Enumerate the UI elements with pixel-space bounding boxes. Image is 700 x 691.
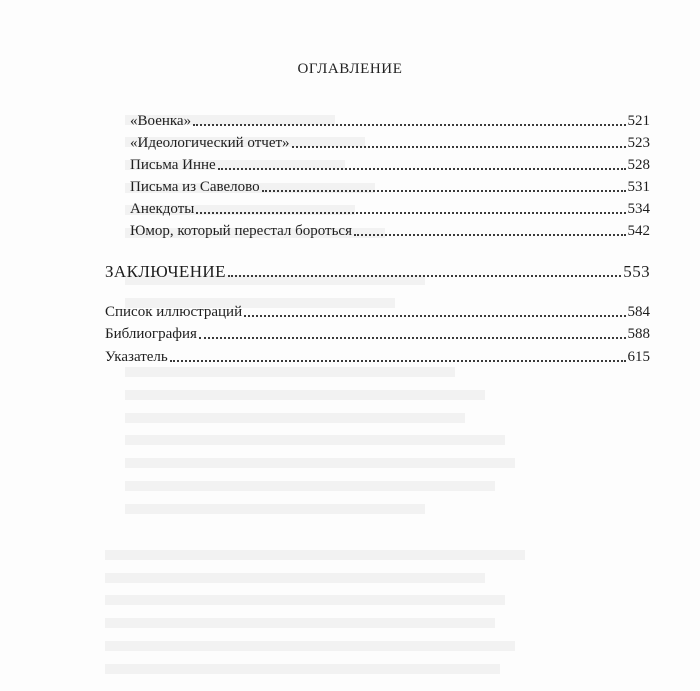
toc-entry[interactable]	[105, 324, 650, 344]
dot-leader	[170, 359, 626, 362]
toc-entry-page: 528	[627, 157, 650, 173]
toc-entry-label: Указатель	[105, 349, 168, 365]
toc-entry[interactable]	[105, 302, 650, 322]
toc-entry[interactable]	[130, 199, 650, 219]
dot-leader	[228, 274, 621, 277]
toc-entry-page: 615	[627, 349, 650, 365]
toc-entry-label: Юмор, который перестал бороться	[130, 223, 352, 239]
dot-leader	[262, 189, 626, 192]
dot-leader	[196, 211, 625, 214]
dot-leader	[218, 167, 626, 170]
page-title: ОГЛАВЛЕНИЕ	[297, 61, 403, 77]
toc-entry-page: 542	[627, 223, 650, 239]
toc-entry[interactable]	[130, 221, 650, 241]
toc-entry-label: «Идеологический отчет»	[130, 135, 290, 151]
dot-leader	[193, 123, 625, 126]
toc-chapter-label: ЗАКЛЮЧЕНИЕ	[105, 262, 226, 281]
toc-entry-label: Письма из Савелово	[130, 179, 260, 195]
toc-entry-label: «Военка»	[130, 113, 192, 129]
toc-entry[interactable]	[130, 111, 650, 131]
toc-entry-page: 584	[627, 304, 650, 320]
toc-entry-page: 588	[627, 326, 650, 342]
toc-entry[interactable]	[105, 347, 650, 367]
dot-leader	[354, 233, 626, 236]
toc-entry-page: 534	[627, 201, 650, 217]
dot-leader	[244, 314, 625, 317]
toc-entry-label: Список иллюстраций	[105, 304, 243, 320]
dot-leader	[199, 336, 626, 339]
toc-entry-page: 523	[627, 135, 650, 151]
dot-leader	[292, 145, 626, 148]
toc-entry-label: Письма Инне	[130, 157, 216, 173]
toc-entry-page: 521	[627, 113, 650, 129]
toc-entry[interactable]	[130, 177, 650, 197]
toc-entry-page: 531	[627, 179, 650, 195]
toc-chapter-entry[interactable]	[105, 262, 650, 282]
toc-entry-label: Анекдоты	[130, 201, 195, 217]
toc-entry-label: Библиография	[105, 326, 197, 342]
toc-entry[interactable]	[130, 155, 650, 175]
toc-entry[interactable]	[130, 133, 650, 153]
toc-chapter-page: 553	[623, 262, 650, 281]
